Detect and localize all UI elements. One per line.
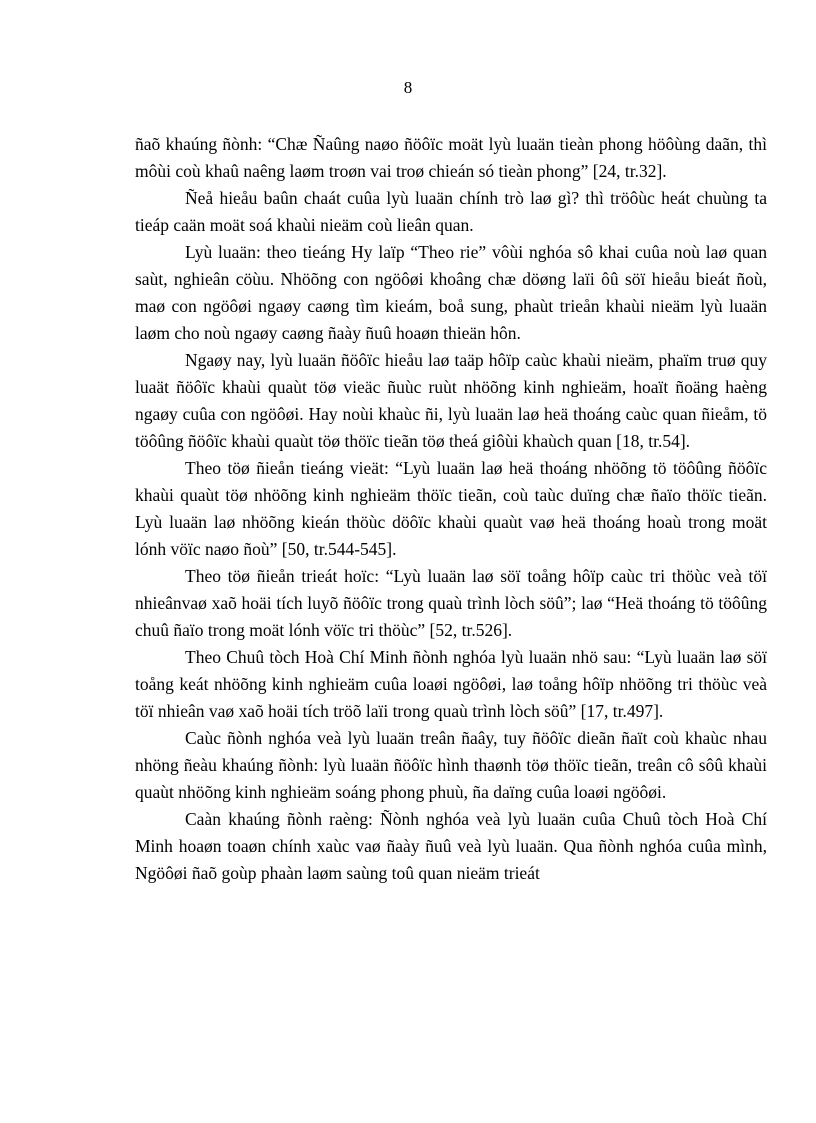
- page-number: 8: [403, 78, 413, 97]
- paragraph: Theo töø ñieån tieáng vieät: “Lyù luaän laø heä thoáng nhöõng tö töôûng ñöôïc khaùi quaùt töø nhöõng kinh nghieäm thöïc tieãn, coù taùc duïng chæ ñaïo thöïc tieãn. Lyù luaän laø nhöõng kieán thöùc döôïc khaùi quaùt vaø heä thoáng hoaù trong moät lónh vöïc naøo ñoù” [50, tr.544-545].: [135, 458, 767, 559]
- document-body: [135, 131, 767, 887]
- paragraph: Ñeå hieåu baûn chaát cuûa lyù luaän chính trò laø gì? thì tröôùc heát chuùng ta tieáp caän moät soá khaùi nieäm coù lieân quan.: [135, 188, 767, 235]
- paragraph: Theo töø ñieån trieát hoïc: “Lyù luaän laø söï toång hôïp caùc tri thöùc veà töï nhieânvaø xaõ hoäi tích luyõ ñöôïc trong quaù trình lòch söû”; laø “Heä thoáng tö töôûng chuû ñaïo trong moät lónh vöïc tri thöùc” [52, tr.526].: [135, 566, 767, 640]
- paragraph: ñaõ khaúng ñònh: “Chæ Ñaûng naøo ñöôïc moät lyù luaän tieàn phong höôùng daãn, thì môùi coù khaû naêng laøm troøn vai troø chieán só tieàn phong” [24, tr.32].: [135, 134, 767, 181]
- paragraph: Theo Chuû tòch Hoà Chí Minh ñònh nghóa lyù luaän nhö sau: “Lyù luaän laø söï toång keát nhöõng kinh nghieäm cuûa loaøi ngöôøi, laø toång hôïp nhöõng tri thöùc veà töï nhieân vaø xaõ hoäi tích tröõ laïi trong quaù trình lòch söû” [17, tr.497].: [135, 647, 767, 721]
- paragraph: Caàn khaúng ñònh raèng: Ñònh nghóa veà lyù luaän cuûa Chuû tòch Hoà Chí Minh hoaøn toaøn chính xaùc vaø ñaày ñuû veà lyù luaän. Qua ñònh nghóa cuûa mình, Ngöôøi ñaõ goùp phaàn laøm saùng toû quan nieäm trieát: [135, 809, 767, 883]
- paragraph: Caùc ñònh nghóa veà lyù luaän treân ñaây, tuy ñöôïc dieãn ñaït coù khaùc nhau nhöng ñeàu khaúng ñònh: lyù luaän ñöôïc hình thaønh töø thöïc tieãn, treân cô sôû khaùi quaùt nhöõng kinh nghieäm soáng phong phuù, ña daïng cuûa loaøi ngöôøi.: [135, 728, 767, 802]
- paragraph: Lyù luaän: theo tieáng Hy laïp “Theo rie” vôùi nghóa sô khai cuûa noù laø quan saùt, nghieân cöùu. Nhöõng con ngöôøi khoâng chæ döøng laïi ôû söï hieåu bieát ñoù, maø con ngöôøi ngaøy caøng tìm kieám, boå sung, phaùt trieån khaùi nieäm lyù luaän laøm cho noù ngaøy caøng ñaày ñuû hoaøn thieän hôn.: [135, 242, 767, 343]
- paragraph: Ngaøy nay, lyù luaän ñöôïc hieåu laø taäp hôïp caùc khaùi nieäm, phaïm truø quy luaät ñöôïc khaùi quaùt töø vieäc ñuùc ruùt nhöõng kinh nghieäm, hoaït ñoäng haèng ngaøy cuûa con ngöôøi. Hay noùi khaùc ñi, lyù luaän laø heä thoáng caùc quan ñieåm, tö töôûng ñöôïc khaùi quaùt töø thöïc tieãn töø theá giôùi khaùch quan [18, tr.54].: [135, 350, 767, 451]
